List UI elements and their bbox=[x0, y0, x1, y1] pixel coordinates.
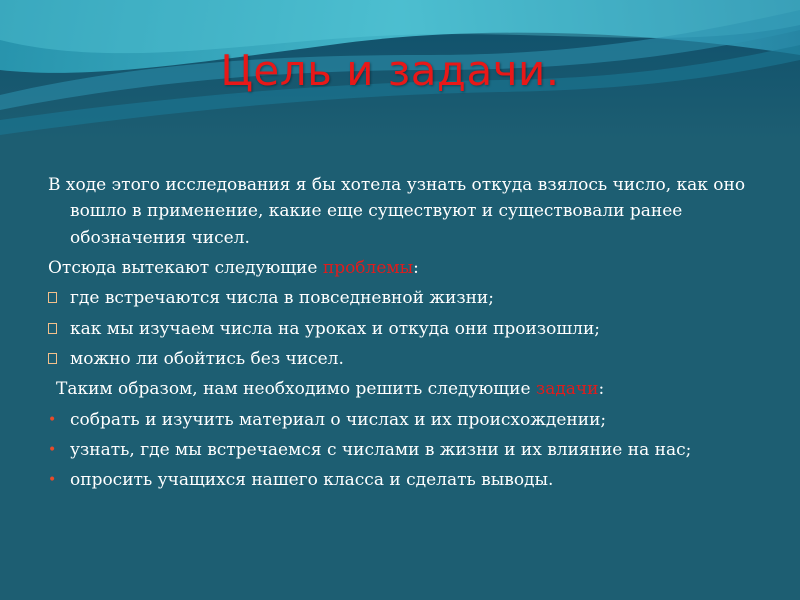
box-bullet-icon bbox=[48, 285, 64, 311]
tasks-prefix: Таким образом, нам необходимо решить следующие bbox=[56, 379, 536, 400]
problem-item bbox=[48, 316, 768, 342]
task-item bbox=[48, 467, 768, 493]
task-item bbox=[48, 437, 768, 463]
task-text: собрать и изучить материал о числах и их происхождении; bbox=[70, 409, 607, 430]
box-bullet-icon bbox=[48, 316, 64, 342]
problem-item bbox=[48, 346, 768, 372]
intro-paragraph: В ходе этого исследования я бы хотела узнать откуда взялось число, как оно вошло в применение, какие еще существуют и существовали ранее обозначения чисел. bbox=[48, 175, 746, 248]
problems-highlight: проблемы bbox=[322, 258, 414, 279]
problem-text: как мы изучаем числа на уроках и откуда они произошли; bbox=[70, 318, 601, 339]
slide-title: Цель и задачи. bbox=[220, 46, 560, 95]
problems-prefix: Отсюда вытекают следующие bbox=[48, 258, 323, 279]
slide-body bbox=[48, 172, 768, 498]
problems-suffix: : bbox=[413, 258, 419, 279]
problem-text: можно ли обойтись без чисел. bbox=[70, 349, 344, 370]
box-bullet-icon bbox=[48, 346, 64, 372]
dot-bullet-icon: • bbox=[48, 442, 57, 459]
problem-text: где встречаются числа в повседневной жизни; bbox=[70, 288, 494, 309]
problems-heading bbox=[48, 255, 768, 281]
task-text: узнать, где мы встречаемся с числами в жизни и их влияние на нас; bbox=[70, 440, 692, 461]
task-text: опросить учащихся нашего класса и сделать выводы. bbox=[70, 470, 554, 491]
task-item bbox=[48, 407, 768, 433]
tasks-suffix: : bbox=[598, 379, 605, 400]
problem-item bbox=[48, 285, 768, 311]
tasks-heading bbox=[48, 376, 768, 402]
tasks-highlight: задачи bbox=[535, 379, 599, 400]
dot-bullet-icon: • bbox=[48, 472, 57, 489]
dot-bullet-icon: • bbox=[48, 411, 57, 428]
